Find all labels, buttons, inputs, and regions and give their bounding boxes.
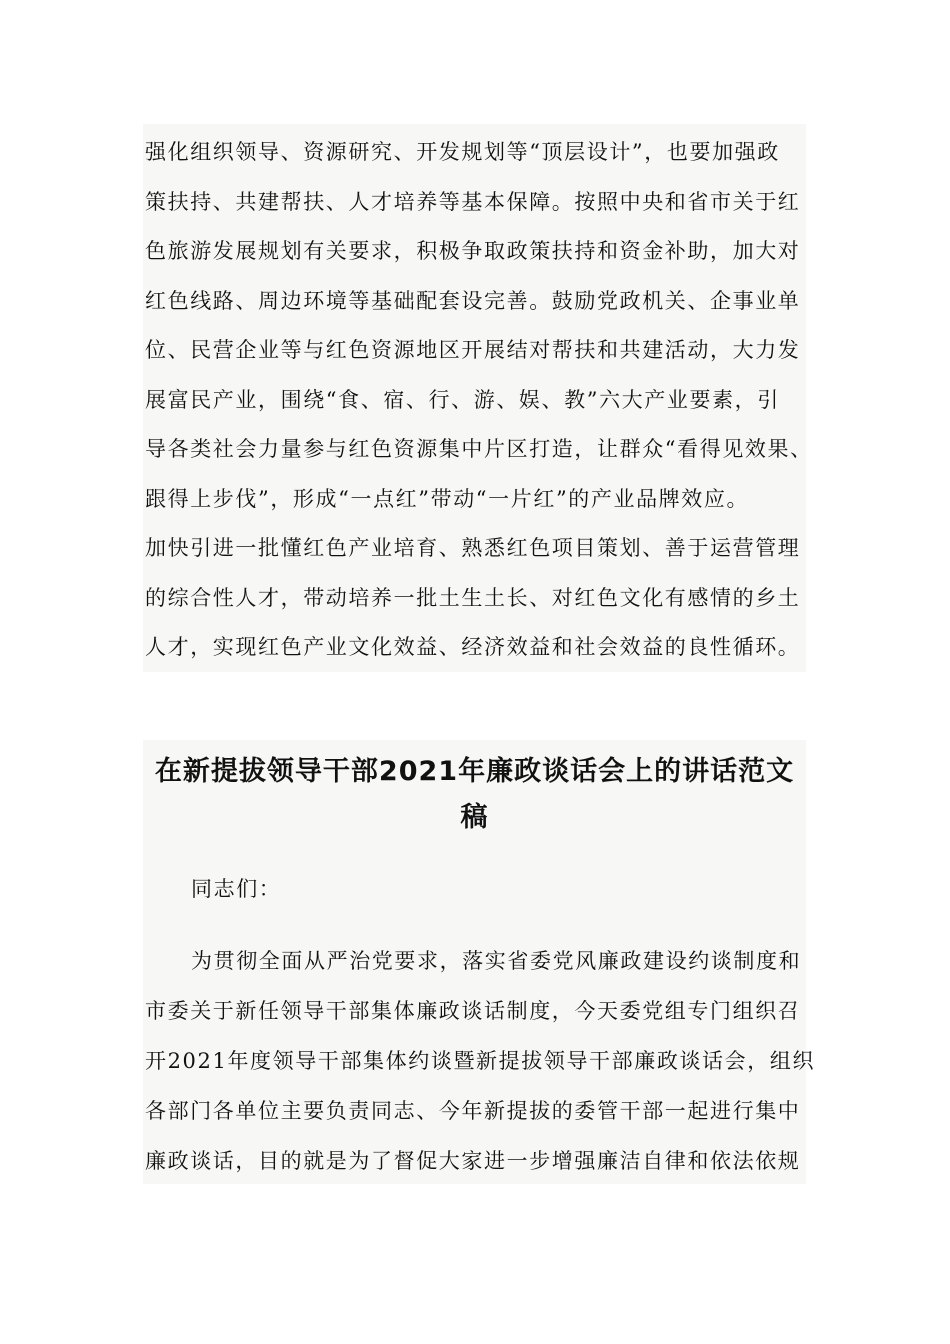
speech-title: 在新提拔领导干部2021年廉政谈话会上的讲话范文 <box>154 756 795 787</box>
paragraph-line: 策扶持、共建帮扶、人才培养等基本保障。按照中央和省市关于红 <box>145 190 801 214</box>
paragraph-line: 人才，实现红色产业文化效益、经济效益和社会效益的良性循环。 <box>145 635 801 659</box>
paragraph-line: 的综合性人才，带动培养一批土生土长、对红色文化有感情的乡土 <box>145 586 801 610</box>
paragraph-line: 开2021年度领导干部集体约谈暨新提拔领导干部廉政谈话会，组织 <box>145 1049 816 1073</box>
paragraph-line: 导各类社会力量参与红色资源集中片区打造，让群众“看得见效果、 <box>145 437 813 461</box>
salutation: 同志们： <box>191 877 282 901</box>
paragraph-line: 色旅游发展规划有关要求，积极争取政策扶持和资金补助，加大对 <box>145 239 801 263</box>
paragraph-line: 位、民营企业等与红色资源地区开展结对帮扶和共建活动，大力发 <box>145 338 801 362</box>
paragraph-line: 跟得上步伐”，形成“一点红”带动“一片红”的产业品牌效应。 <box>145 487 750 511</box>
paragraph-line: 加快引进一批懂红色产业培育、熟悉红色项目策划、善于运营管理 <box>145 536 801 560</box>
paragraph-line: 红色线路、周边环境等基础配套设完善。鼓励党政机关、企事业单 <box>145 289 801 313</box>
text-block-red-tourism <box>143 124 813 672</box>
speech-title-continued: 稿 <box>460 802 489 833</box>
paragraph-line: 展富民产业，围绕“食、宿、行、游、娱、教”六大产业要素，引 <box>145 388 780 412</box>
paragraph-line: 为贯彻全面从严治党要求，落实省委党风廉政建设约谈制度和 <box>191 949 802 973</box>
paragraph-line: 各部门各单位主要负责同志、今年新提拔的委管干部一起进行集中 <box>145 1099 801 1123</box>
paragraph-line: 廉政谈话，目的就是为了督促大家进一步增强廉洁自律和依法依规 <box>145 1149 801 1173</box>
speech-section <box>143 740 816 1184</box>
paragraph-line: 市委关于新任领导干部集体廉政谈话制度，今天委党组专门组织召 <box>145 999 801 1023</box>
paragraph-line: 强化组织领导、资源研究、开发规划等“顶层设计”，也要加强政 <box>145 140 780 164</box>
